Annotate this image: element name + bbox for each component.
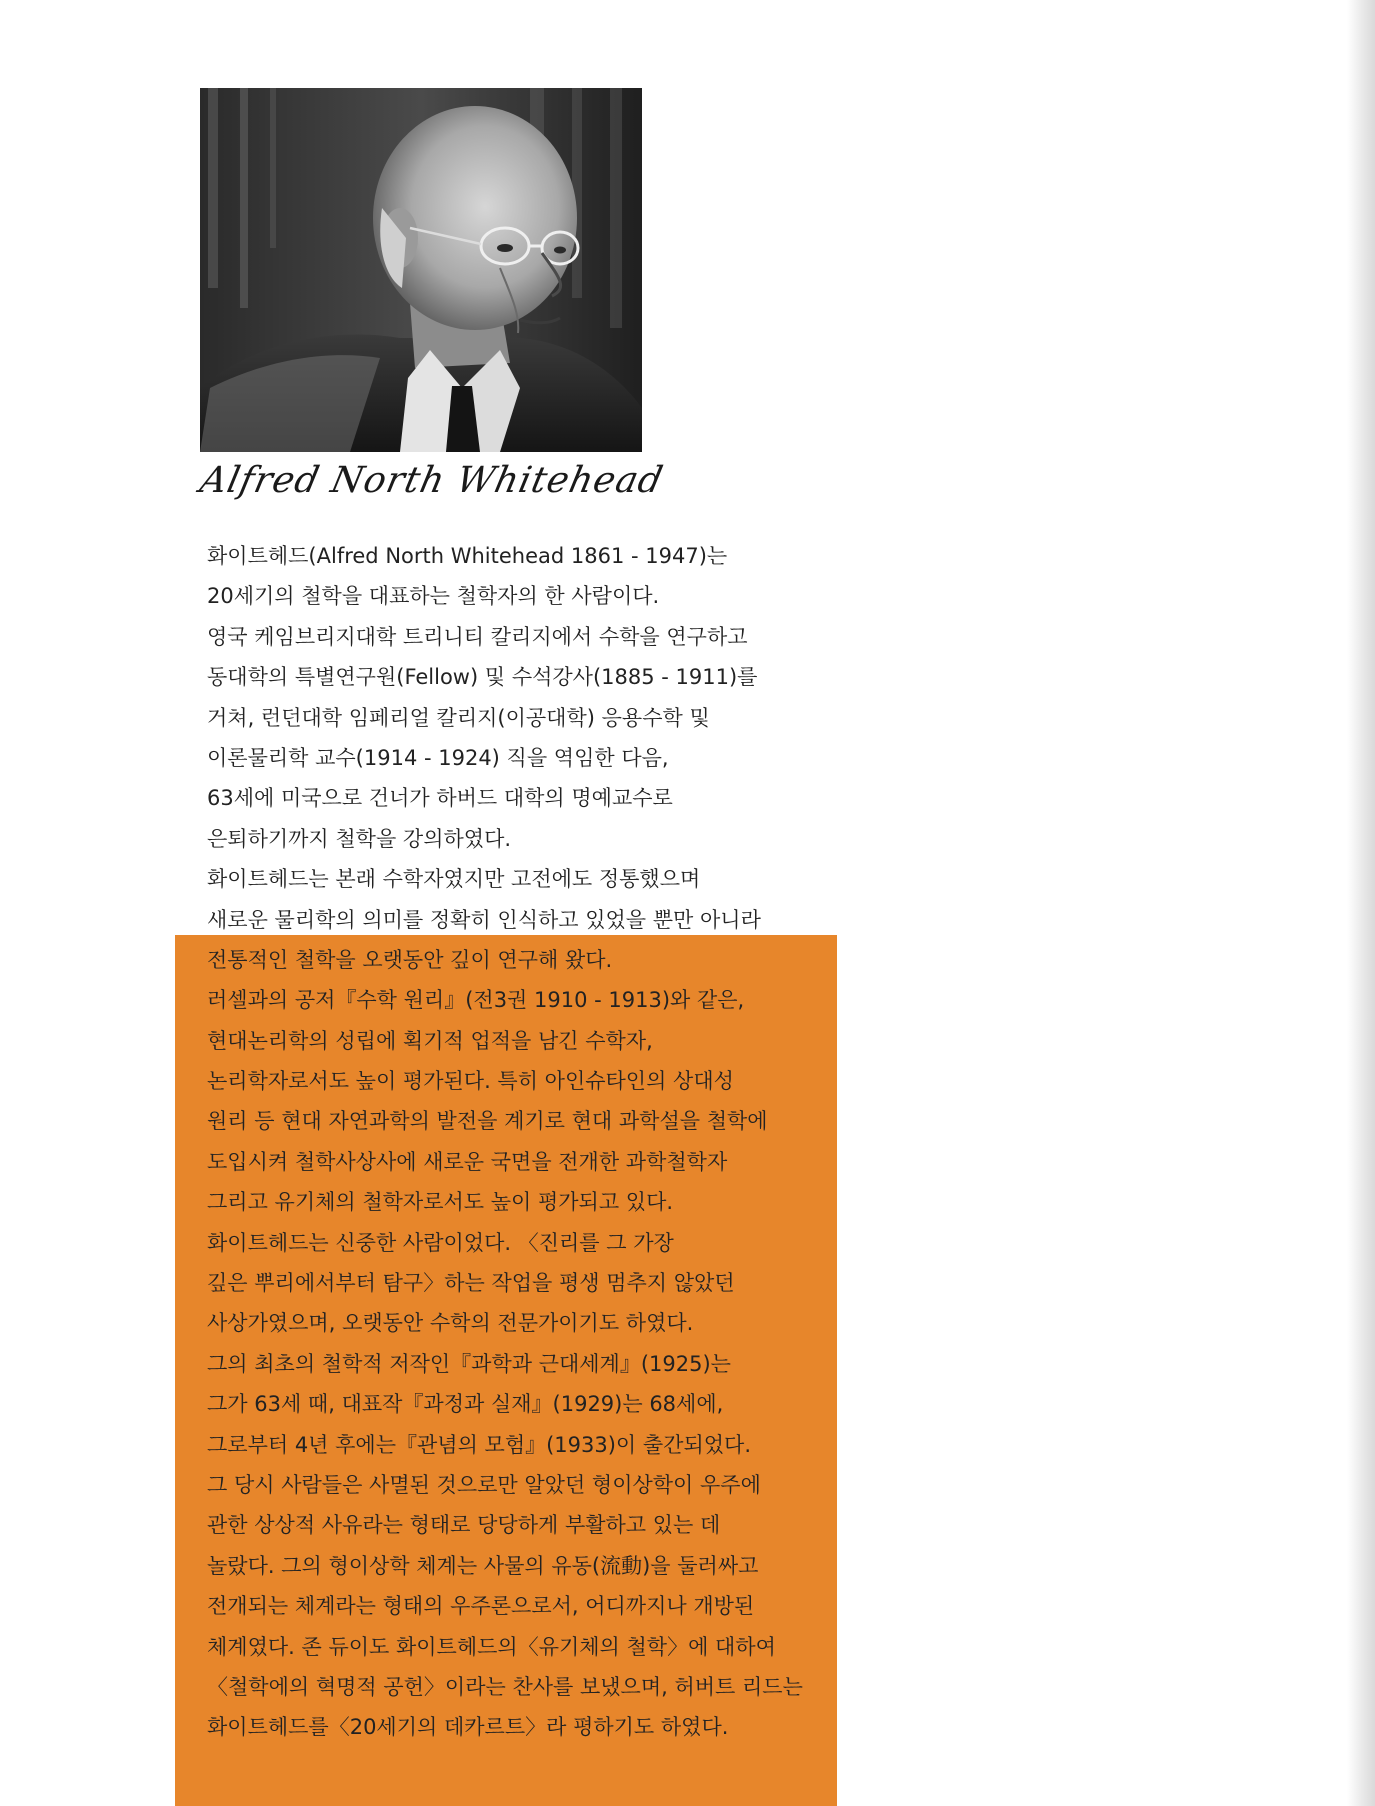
bio-line: 놀랐다. 그의 형이상학 체계는 사물의 유동(流動)을 둘러싸고 [207, 1553, 759, 1578]
bio-line: 63세에 미국으로 건너가 하버드 대학의 명예교수로 [207, 786, 673, 811]
bio-line: 사상가였으며, 오랫동안 수학의 전문가이기도 하였다. [207, 1311, 694, 1336]
bio-line: 은퇴하기까지 철학을 강의하였다. [207, 826, 512, 851]
bio-line: 도입시켜 철학사상사에 새로운 국면을 전개한 과학철학자 [207, 1149, 728, 1174]
bio-line: 깊은 뿌리에서부터 탐구〉하는 작업을 평생 멈추지 않았던 [207, 1271, 735, 1296]
page-edge-shadow [1347, 0, 1375, 1806]
biography-text [207, 536, 803, 1748]
bio-line: 이론물리학 교수(1914 - 1924) 직을 역임한 다음, [207, 745, 669, 770]
bio-line: 체계였다. 존 듀이도 화이트헤드의〈유기체의 철학〉에 대하여 [207, 1634, 776, 1659]
page-left-margin [0, 0, 175, 1806]
bio-line: 현대논리학의 성립에 획기적 업적을 남긴 수학자, [207, 1028, 653, 1053]
bio-line: 영국 케임브리지대학 트리니티 칼리지에서 수학을 연구하고 [207, 624, 748, 649]
bio-line: 화이트헤드는 신중한 사람이었다. 〈진리를 그 가장 [207, 1230, 674, 1255]
bio-line: 전개되는 체계라는 형태의 우주론으로서, 어디까지나 개방된 [207, 1594, 755, 1619]
bio-line: 20세기의 철학을 대표하는 철학자의 한 사람이다. [207, 584, 660, 609]
bio-line: 원리 등 현대 자연과학의 발전을 계기로 현대 과학설을 철학에 [207, 1109, 768, 1134]
portrait-photo-image [200, 88, 642, 452]
bio-line: 동대학의 특별연구원(Fellow) 및 수석강사(1885 - 1911)를 [207, 665, 758, 690]
bio-line: 새로운 물리학의 의미를 정확히 인식하고 있었을 뿐만 아니라 [207, 907, 761, 932]
bio-line: 러셀과의 공저『수학 원리』(전3권 1910 - 1913)와 같은, [207, 988, 745, 1013]
bio-line: 화이트헤드를〈20세기의 데카르트〉라 평하기도 하였다. [207, 1715, 729, 1740]
bio-line: 논리학자로서도 높이 평가된다. 특히 아인슈타인의 상대성 [207, 1069, 734, 1094]
bio-line: 관한 상상적 사유라는 형태로 당당하게 부활하고 있는 데 [207, 1513, 721, 1538]
bio-line: 화이트헤드는 본래 수학자였지만 고전에도 정통했으며 [207, 867, 701, 892]
bio-line: 〈철학에의 혁명적 공헌〉이라는 찬사를 보냈으며, 허버트 리드는 [207, 1674, 803, 1699]
portrait-photo [200, 88, 642, 452]
bio-line: 그 당시 사람들은 사멸된 것으로만 알았던 형이상학이 우주에 [207, 1472, 761, 1497]
bio-line: 화이트헤드(Alfred North Whitehead 1861 - 1947)는 [207, 544, 728, 568]
bio-line: 그의 최초의 철학적 저작인『과학과 근대세계』(1925)는 [207, 1351, 731, 1376]
bio-line: 그로부터 4년 후에는『관념의 모험』(1933)이 출간되었다. [207, 1432, 751, 1457]
signature: Alfred North Whitehead [196, 460, 668, 501]
bio-line: 그리고 유기체의 철학자로서도 높이 평가되고 있다. [207, 1190, 674, 1215]
bio-line: 거쳐, 런던대학 임페리얼 칼리지(이공대학) 응용수학 및 [207, 705, 710, 730]
bio-line: 그가 63세 때, 대표작『과정과 실재』(1929)는 68세에, [207, 1392, 724, 1417]
bio-line: 전통적인 철학을 오랫동안 깊이 연구해 왔다. [207, 947, 613, 972]
